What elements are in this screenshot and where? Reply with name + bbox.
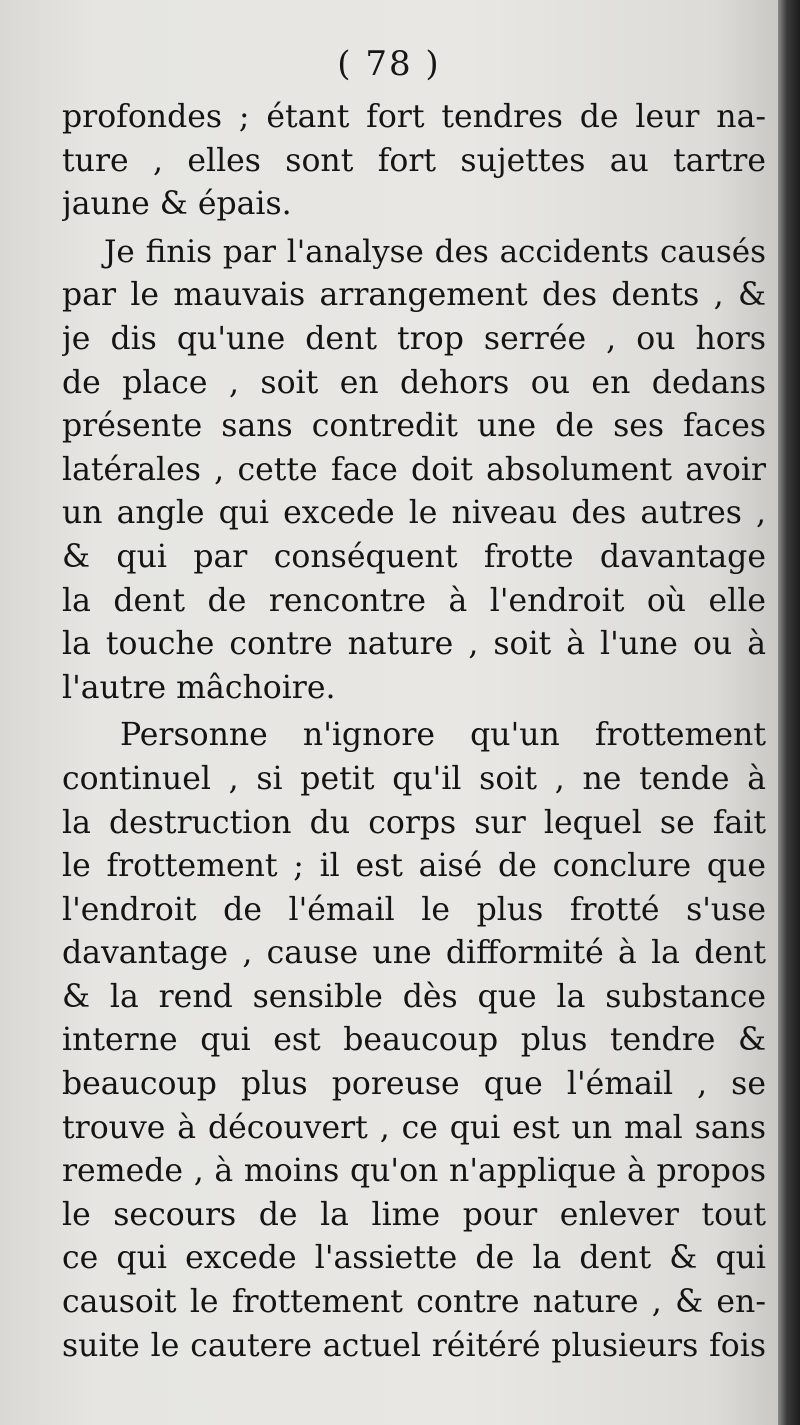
text-line: de place , soit en dehors ou en dedans bbox=[62, 364, 766, 401]
text-line: le frottement ; il est aisé de conclure que bbox=[62, 848, 766, 885]
text-line: je dis qu'une dent trop serrée , ou hors bbox=[62, 320, 766, 357]
text-line: la destruction du corps sur lequel se fait bbox=[62, 804, 766, 841]
page-number: ( 78 ) bbox=[337, 44, 441, 84]
text-line: & qui par conséquent frotte davantage bbox=[62, 538, 766, 575]
text-line: ce qui excede l'assiette de la dent & qui bbox=[62, 1240, 766, 1277]
text-line: davantage , cause une difformité à la dent bbox=[62, 935, 766, 972]
text-line: ture , elles sont fort sujettes au tartre bbox=[62, 142, 766, 179]
body-text bbox=[62, 96, 766, 1368]
paragraph-2 bbox=[62, 231, 766, 711]
text-line: présente sans contredit une de ses faces bbox=[62, 408, 766, 445]
text-line: un angle qui excede le niveau des autres , bbox=[62, 495, 766, 532]
paragraph-3 bbox=[62, 714, 766, 1368]
text-line: l'autre mâchoire. bbox=[62, 669, 336, 706]
text-line: suite le cautere actuel réitéré plusieurs fois bbox=[62, 1327, 766, 1364]
text-line: la dent de rencontre à l'endroit où elle bbox=[62, 582, 766, 619]
text-line: Je finis par l'analyse des accidents causés bbox=[104, 233, 766, 270]
text-line: Personne n'ignore qu'un frottement bbox=[120, 717, 766, 754]
text-line: par le mauvais arrangement des dents , & bbox=[62, 277, 766, 314]
page-edge bbox=[778, 0, 800, 1425]
text-line: beaucoup plus poreuse que l'émail , se bbox=[62, 1066, 766, 1103]
text-line: remede , à moins qu'on n'applique à propos bbox=[62, 1153, 766, 1190]
text-line: continuel , si petit qu'il soit , ne tende à bbox=[62, 760, 766, 797]
text-line: profondes ; étant fort tendres de leur na- bbox=[62, 99, 766, 135]
text-line: jaune & épais. bbox=[62, 186, 292, 223]
text-line: trouve à découvert , ce qui est un mal sans bbox=[62, 1109, 766, 1146]
text-line: la touche contre nature , soit à l'une ou à bbox=[62, 626, 766, 663]
text-line: causoit le frottement contre nature , & en- bbox=[62, 1284, 766, 1321]
text-line: latérales , cette face doit absolument avoir bbox=[62, 451, 766, 488]
paragraph-1 bbox=[62, 96, 766, 227]
text-line: l'endroit de l'émail le plus frotté s'use bbox=[62, 891, 766, 928]
text-line: le secours de la lime pour enlever tout bbox=[62, 1196, 766, 1233]
text-line: & la rend sensible dès que la substance bbox=[62, 978, 766, 1015]
text-line: interne qui est beaucoup plus tendre & bbox=[62, 1022, 766, 1059]
